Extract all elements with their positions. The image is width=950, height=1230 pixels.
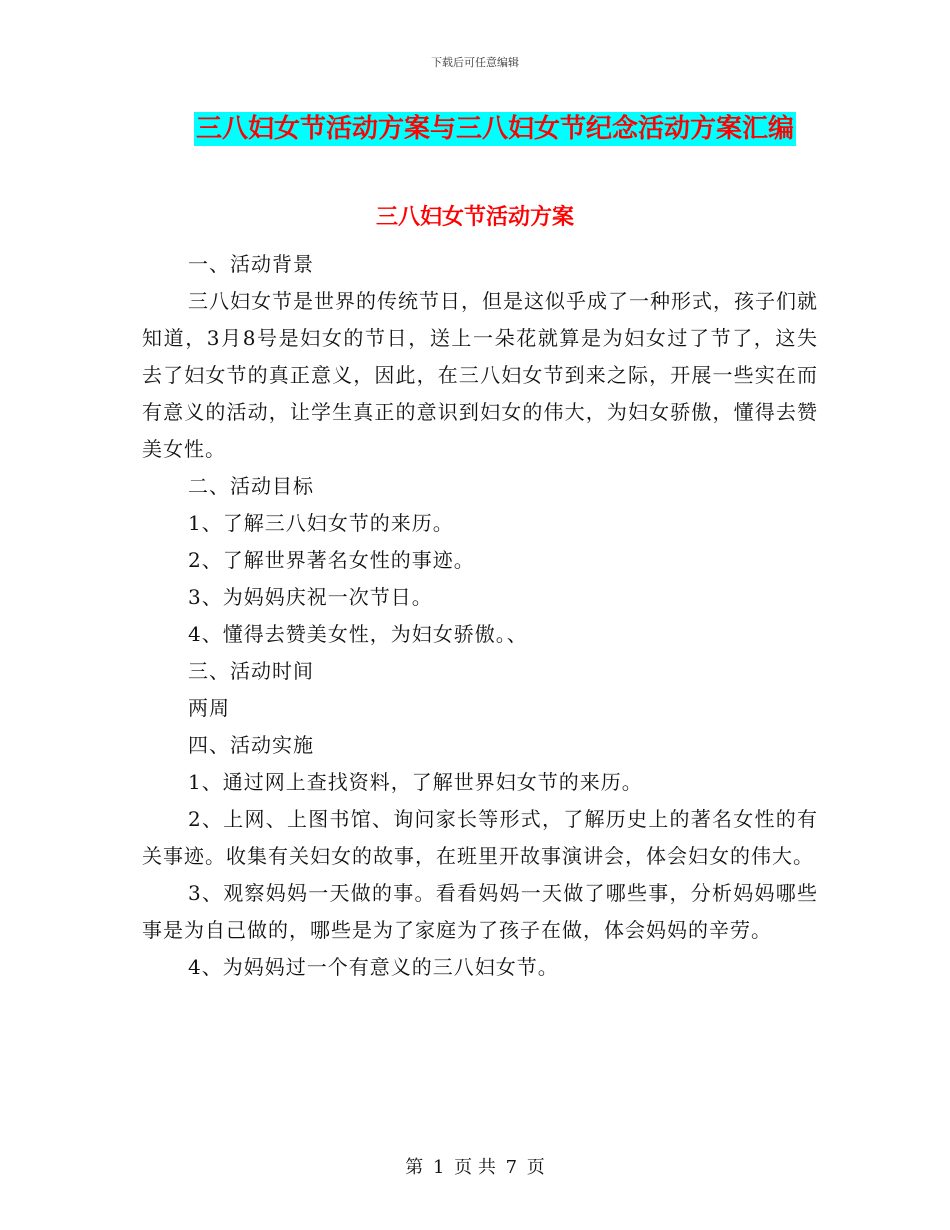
heading-implementation: 四、活动实施 [188, 733, 314, 757]
footer-middle: 页 共 [454, 1157, 496, 1178]
section-title: 三八妇女节活动方案 [375, 205, 574, 230]
implementation-item: 3、观察妈妈一天做的事。看看妈妈一天做了哪些事，分析妈妈哪些事是为自己做的，哪些是为了家庭为了孩子在做，体会妈妈的辛劳。 [142, 881, 818, 942]
implementation-item: 2、上网、上图书馆、询问家长等形式，了解历史上的著名女性的有关事迹。收集有关妇女的故事，在班里开故事演讲会，体会妇女的伟大。 [142, 807, 818, 868]
footer-page-number: 1 [432, 1157, 445, 1178]
implementation-item: 1、通过网上查找资料，了解世界妇女节的来历。 [188, 770, 643, 794]
implementation-item: 4、为妈妈过一个有意义的三八妇女节。 [188, 955, 559, 979]
page-footer [0, 1153, 950, 1179]
document-title: 三八妇女节活动方案与三八妇女节纪念活动方案汇编 [196, 114, 795, 144]
document-body [142, 246, 818, 986]
goal-item: 4、懂得去赞美女性，为妇女骄傲。、 [188, 622, 528, 646]
heading-goals: 二、活动目标 [188, 474, 314, 498]
footer-prefix: 第 [405, 1157, 424, 1178]
paragraph-background: 三八妇女节是世界的传统节日，但是这似乎成了一种形式，孩子们就知道，3月8号是妇女的节日，送上一朵花就算是为妇女过了节了，这失去了妇女节的真正意义，因此，在三八妇女节到来之际，开展一些实在而有意义的活动，让学生真正的意识到妇女的伟大，为妇女骄傲，懂得去赞美女性。 [142, 289, 818, 461]
heading-time: 三、活动时间 [188, 659, 314, 683]
heading-background: 一、活动背景 [188, 252, 314, 276]
footer-suffix: 页 [526, 1157, 545, 1178]
goal-item: 1、了解三八妇女节的来历。 [188, 511, 454, 535]
goal-item: 3、为妈妈庆祝一次节日。 [188, 585, 433, 609]
goal-item: 2、了解世界著名女性的事迹。 [188, 548, 475, 572]
paragraph-time: 两周 [188, 696, 230, 720]
footer-total-pages: 7 [505, 1157, 518, 1178]
header-note: 下载后可任意编辑 [431, 56, 519, 69]
